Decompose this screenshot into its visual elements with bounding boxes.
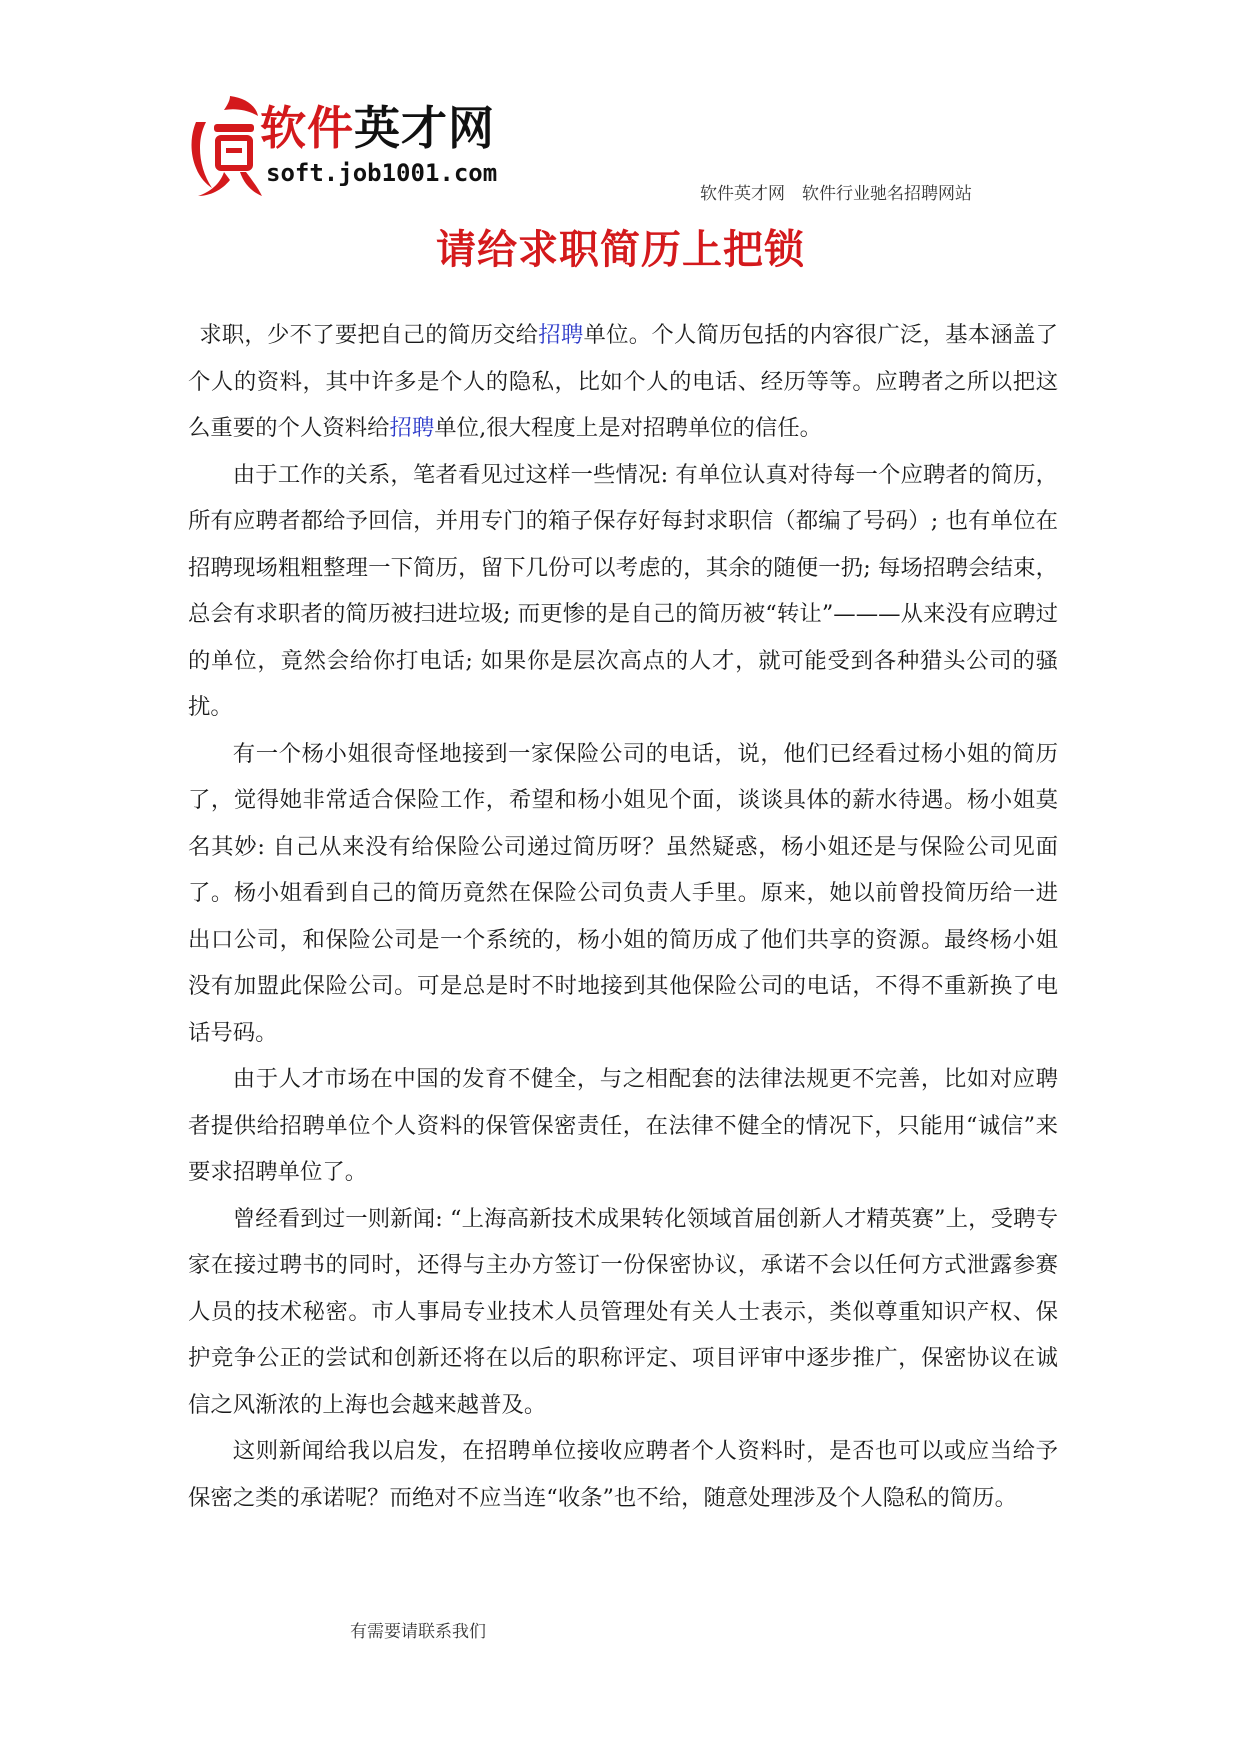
paragraph-2: 由于工作的关系，笔者看见过这样一些情况: 有单位认真对待每一个应聘者的简历，所有应聘者都给予回信，并用专门的箱子保存好每封求职信（都编了号码）; 也有单位在招聘现场粗粗整理一下简历，留下几份可以考虑的，其余的随便一扔; 每场招聘会结束，总会有求职者的简历被扫进垃圾; 而更惨的是自己的简历被“转让”———从来没有应聘过的单位，竟然会给你打电话; 如果你是层次高点的人才，就可能受到各种猎头公司的骚扰。 <box>188 461 1058 720</box>
site-logo[interactable] <box>186 92 516 202</box>
header-tagline: 软件英才网 软件行业驰名招聘网站 <box>700 184 972 204</box>
page-title: 请给求职简历上把锁 <box>436 227 805 273</box>
article-body <box>188 312 1058 1521</box>
paragraph-1-text-b: 单位。个人简历包括的内容很广泛，基本涵盖了个人的资料，其中许多是个人的隐私，比如个人的电话、经历等等。应聘者之所以把这么重要的个人资料给 <box>188 322 1059 441</box>
logo-wordmark-black: 英才网 <box>354 101 495 155</box>
paragraph-1-text-c: 单位,很大程度上是对招聘单位的信任。 <box>434 415 823 441</box>
paragraph-3: 有一个杨小姐很奇怪地接到一家保险公司的电话，说，他们已经看过杨小姐的简历了，觉得她非常适合保险工作，希望和杨小姐见个面，谈谈具体的薪水待遇。杨小姐莫名其妙: 自己从来没有给保险公司递过简历呀？虽然疑惑，杨小姐还是与保险公司见面了。杨小姐看到自己的简历竟然在保险公司负责人手里。原来，她以前曾投简历给一进出口公司，和保险公司是一个系统的，杨小姐的简历成了他们共享的资源。最终杨小姐没有加盟此保险公司。可是总是时不时地接到其他保险公司的电话，不得不重新换了电话号码。 <box>188 740 1058 1046</box>
logo-url: soft.job1001.com <box>266 159 498 187</box>
recruitment-link[interactable]: 招聘 <box>389 415 435 441</box>
logo-wordmark-red: 软件 <box>260 101 354 155</box>
paragraph-1 <box>188 312 1058 452</box>
paragraph-5: 曾经看到过一则新闻: “上海高新技术成果转化领域首届创新人才精英赛”上，受聘专家在接过聘书的同时，还得与主办方签订一份保密协议，承诺不会以任何方式泄露参赛人员的技术秘密。市人事局专业技术人员管理处有关人士表示，类似尊重知识产权、保护竞争公正的尝试和创新还将在以后的职称评定、项目评审中逐步推广，保密协议在诚信之风渐浓的上海也会越来越普及。 <box>188 1205 1058 1418</box>
resume-logo-icon <box>186 92 266 200</box>
recruitment-link[interactable]: 招聘 <box>538 322 584 348</box>
paragraph-4: 由于人才市场在中国的发育不健全，与之相配套的法律法规更不完善，比如对应聘者提供给招聘单位个人资料的保管保密责任，在法律不健全的情况下，只能用“诚信”来要求招聘单位了。 <box>188 1066 1058 1185</box>
logo-wordmark <box>260 98 495 158</box>
footer-contact: 有需要请联系我们 <box>350 1622 486 1642</box>
paragraph-1-text-a: 求职，少不了要把自己的简历交给 <box>199 322 539 348</box>
paragraph-6: 这则新闻给我以启发，在招聘单位接收应聘者个人资料时，是否也可以或应当给予保密之类的承诺呢？而绝对不应当连“收条”也不给，随意处理涉及个人隐私的简历。 <box>188 1438 1058 1511</box>
